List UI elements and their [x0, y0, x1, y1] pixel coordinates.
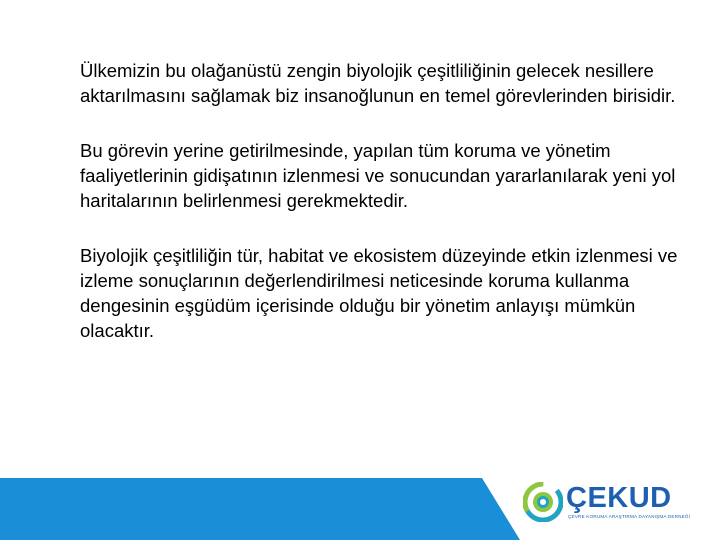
paragraph-1: Ülkemizin bu olağanüstü zengin biyolojik çeşitliliğinin gelecek nesillere aktarılmasını sağlamak biz insanoğlunun en temel görevlerinden birisidir.: [80, 60, 676, 106]
logo-tagline: ÇEVRE KORUMA ARAŞTIRMA DAYANIŞMA DERNEĞİ: [568, 514, 691, 519]
logo-wordmark: ÇEKUD: [566, 482, 672, 514]
paragraph-3: Biyolojik çeşitliliğin tür, habitat ve ekosistem düzeyinde etkin izlenmesi ve izleme sonuçlarının değerlendirilmesi neticesinde koruma kullanma dengesinin eşgüdüm içerisinde olduğu bir yönetim anlayışı mümkün olacaktır.: [80, 245, 678, 341]
slide-body: [80, 58, 680, 373]
cekud-logo-icon: [523, 482, 563, 522]
paragraph-2: Bu görevin yerine getirilmesinde, yapılan tüm koruma ve yönetim faaliyetlerinin gidişatının izlenmesi ve sonucundan yararlanılarak yeni yol haritalarının belirlenmesi gerekmektedir.: [80, 140, 676, 211]
cekud-logo: [523, 480, 691, 530]
